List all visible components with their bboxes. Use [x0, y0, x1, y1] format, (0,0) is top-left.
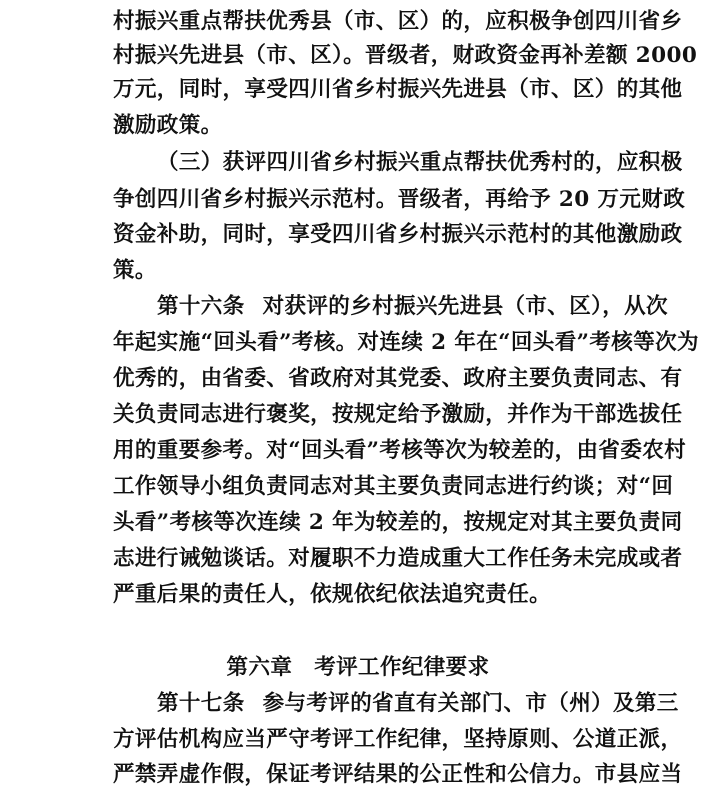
text-line: 头看”考核等次连续 2 年为较差的，按规定对其主要负责同	[113, 510, 683, 535]
article-17-first-line	[157, 684, 679, 724]
document-page	[113, 0, 699, 793]
text-line: 工作领导小组负责同志对其主要负责同志进行约谈；对“回	[113, 474, 674, 499]
text-line: 优秀的，由省委、省政府对其党委、政府主要负责同志、有	[113, 366, 683, 391]
article-17-label: 第十七条	[157, 691, 245, 716]
text-line: 万元，同时，享受四川省乡村振兴先进县（市、区）的其他	[113, 77, 683, 102]
text-line: 年起实施“回头看”考核。对连续 2 年在“回头看”考核等次为	[113, 330, 699, 355]
text-line: 资金补助，同时，享受四川省乡村振兴示范村的其他激励政	[113, 222, 683, 247]
chapter-number: 第六章	[226, 655, 293, 680]
text-line: 策。	[113, 258, 157, 283]
text-line: 争创四川省乡村振兴示范村。晋级者，再给予 20 万元财政	[113, 187, 686, 212]
text-line: 村振兴先进县（市、区）。晋级者，财政资金再补差额 2000	[113, 43, 698, 68]
article-17-first-text: 参与考评的省直有关部门、市（州）及第三	[262, 691, 679, 716]
text-line: 用的重要参考。对“回头看”考核等次为较差的，由省委农村	[113, 438, 687, 463]
article-16-label: 第十六条	[157, 294, 245, 319]
chapter-title: 考评工作纪律要求	[314, 655, 490, 680]
text-line: （三）获评四川省乡村振兴重点帮扶优秀村的，应积极	[157, 150, 683, 175]
text-line: 方评估机构应当严守考评工作纪律，坚持原则、公道正派，	[113, 727, 683, 752]
text-line: 激励政策。	[113, 113, 223, 138]
text-line: 志进行诫勉谈话。对履职不力造成重大工作任务未完成或者	[113, 546, 683, 571]
text-line: 严重后果的责任人，依规依纪依法追究责任。	[113, 582, 552, 607]
text-line: 村振兴重点帮扶优秀县（市、区）的，应积极争创四川省乡	[113, 9, 683, 34]
article-16-first-text: 对获评的乡村振兴先进县（市、区），从次	[262, 294, 668, 319]
chapter-heading	[113, 648, 603, 688]
text-line: 严禁弄虚作假，保证考评结果的公正性和公信力。市县应当	[113, 762, 683, 787]
text-line: 关负责同志进行褒奖，按规定给予激励，并作为干部选拔任	[113, 402, 683, 427]
article-16-first-line	[157, 287, 668, 327]
